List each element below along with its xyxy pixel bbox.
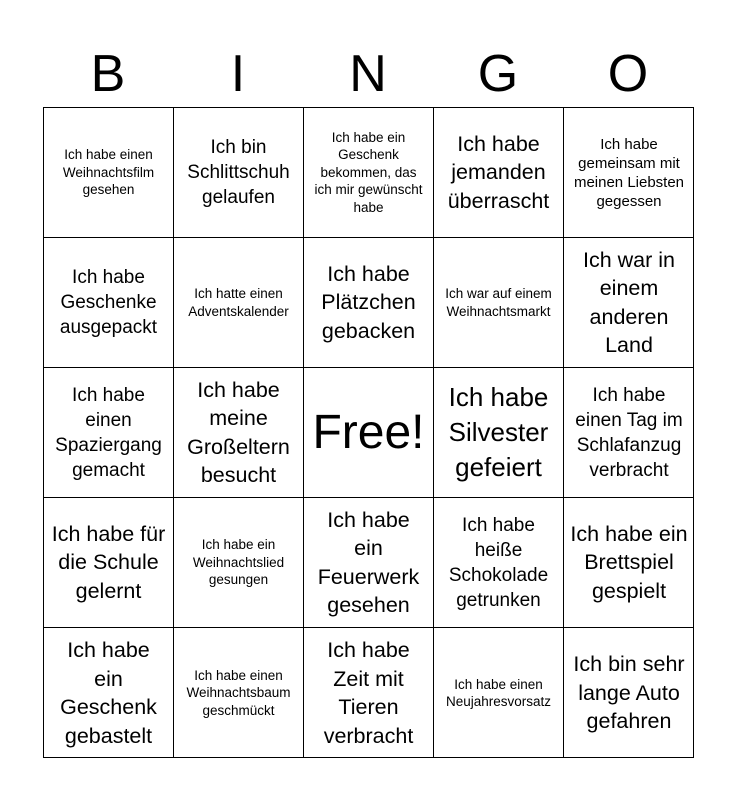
bingo-cell[interactable] — [304, 238, 434, 368]
bingo-cell[interactable] — [44, 108, 174, 238]
bingo-cell-text: Ich habe Geschenke ausgepackt — [59, 267, 158, 338]
bingo-cell[interactable] — [564, 108, 694, 238]
bingo-cell-text: Ich habe für die Schule gelernt — [51, 521, 166, 603]
bingo-cell-text: Ich habe einen Neujahresvorsatz — [445, 676, 552, 709]
bingo-cell[interactable] — [44, 498, 174, 628]
bingo-cell[interactable] — [434, 368, 564, 498]
bingo-cell-text: Ich habe Silvester gefeiert — [448, 382, 549, 482]
bingo-cell-text: Ich habe ein Feuerwerk gesehen — [317, 507, 420, 617]
bingo-cell[interactable] — [44, 368, 174, 498]
bingo-cell[interactable] — [174, 498, 304, 628]
bingo-cell[interactable] — [174, 368, 304, 498]
bingo-cell-text: Ich habe jemanden überrascht — [447, 131, 550, 213]
bingo-cell[interactable] — [564, 628, 694, 758]
bingo-cell-text: Ich war in einem anderen Land — [582, 247, 675, 357]
bingo-cell-text: Ich habe ein Geschenk gebastelt — [60, 638, 157, 748]
bingo-cell-text: Ich habe Zeit mit Tieren verbracht — [323, 638, 414, 748]
bingo-cell-text: Ich hatte einen Adventskalender — [188, 286, 289, 319]
bingo-cell-text: Ich habe Plätzchen gebacken — [321, 261, 416, 343]
bingo-cell-text: Ich habe einen Weihnachtsbaum geschmückt — [186, 667, 291, 718]
free-space-label: Free! — [312, 405, 425, 459]
bingo-cell[interactable] — [44, 628, 174, 758]
bingo-cell-text: Ich habe ein Geschenk bekommen, das ich mir gewünscht habe — [314, 129, 423, 215]
bingo-cell[interactable] — [174, 628, 304, 758]
bingo-cell[interactable] — [304, 628, 434, 758]
bingo-cell-text: Ich habe ein Brettspiel gespielt — [570, 521, 688, 603]
bingo-cell-text: Ich habe heiße Schokolade getrunken — [448, 514, 549, 611]
bingo-cell[interactable] — [434, 628, 564, 758]
bingo-cell-text: Ich habe ein Weihnachtslied gesungen — [192, 537, 285, 588]
bingo-cell-text: Ich habe gemeinsam mit meinen Liebsten gegessen — [573, 135, 685, 210]
free-space-cell[interactable] — [304, 368, 434, 498]
header-letter-i: I — [230, 45, 246, 103]
bingo-cell[interactable] — [434, 108, 564, 238]
bingo-cell[interactable] — [304, 108, 434, 238]
bingo-cell-text: Ich war auf einem Weihnachtsmarkt — [445, 286, 552, 319]
bingo-cell[interactable] — [174, 108, 304, 238]
bingo-card-grid — [43, 107, 694, 758]
bingo-cell[interactable] — [564, 368, 694, 498]
header-letter-n: N — [349, 45, 387, 103]
bingo-cell[interactable] — [564, 498, 694, 628]
bingo-cell[interactable] — [44, 238, 174, 368]
bingo-cell-text: Ich habe einen Tag im Schlafanzug verbracht — [575, 384, 683, 481]
bingo-cell[interactable] — [304, 498, 434, 628]
bingo-cell-text: Ich bin Schlittschuh gelaufen — [187, 137, 290, 208]
header-letter-o: O — [607, 45, 649, 103]
bingo-cell[interactable] — [174, 238, 304, 368]
bingo-cell-text: Ich habe einen Weihnachtsfilm gesehen — [62, 147, 155, 198]
bingo-cell[interactable] — [434, 238, 564, 368]
bingo-cell-text: Ich habe einen Spaziergang gemacht — [55, 384, 162, 481]
bingo-header — [43, 40, 693, 108]
bingo-cell-text: Ich bin sehr lange Auto gefahren — [573, 652, 685, 734]
header-letter-g: G — [477, 45, 519, 103]
bingo-cell[interactable] — [434, 498, 564, 628]
bingo-cell[interactable] — [564, 238, 694, 368]
bingo-cell-text: Ich habe meine Großeltern besucht — [187, 377, 290, 487]
header-letter-b: B — [90, 45, 126, 103]
